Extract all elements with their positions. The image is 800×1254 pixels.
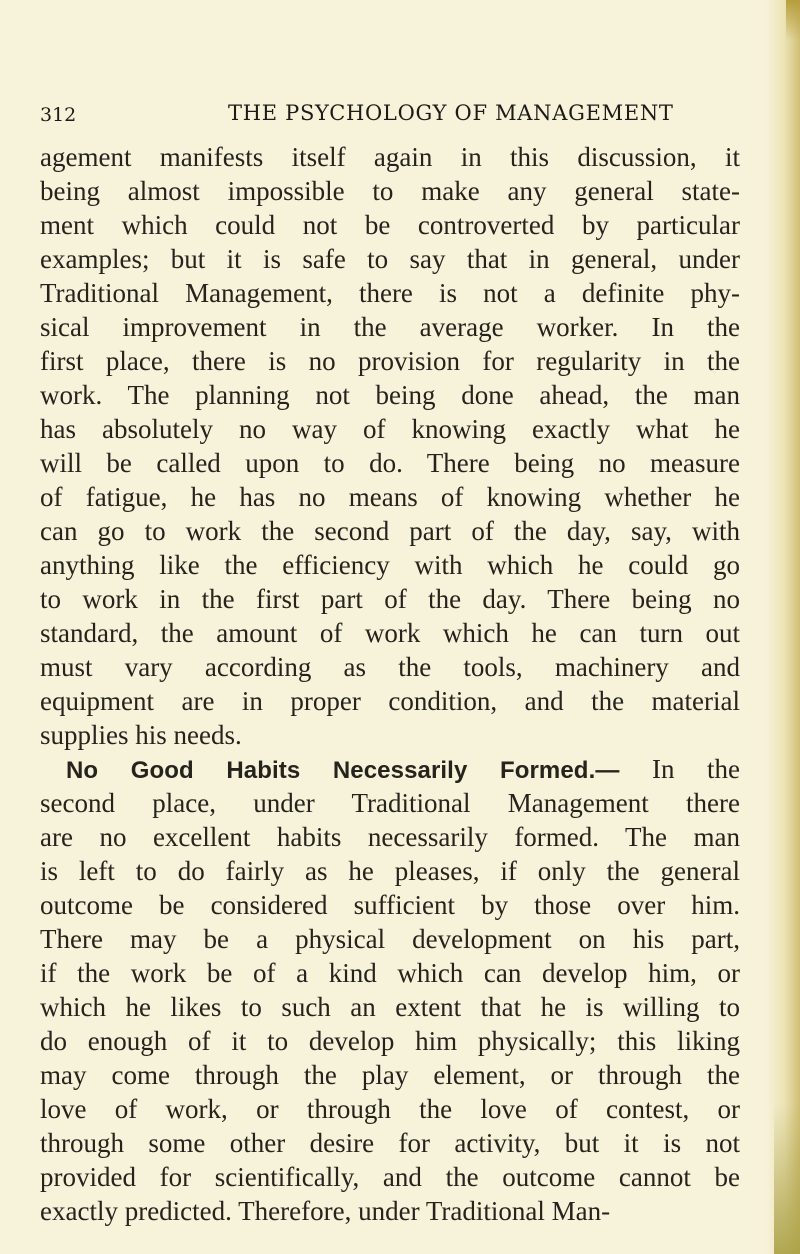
- page-number: 312: [40, 104, 77, 126]
- text-line: standard, the amount of work which he can turn out: [40, 618, 740, 648]
- text-line: must vary according as the tools, machinery and: [40, 652, 740, 682]
- text-line: anything like the efficiency with which he could go: [40, 550, 740, 580]
- text-line: ment which could not be controverted by particular: [40, 210, 740, 240]
- text-line: will be called upon to do. There being no measure: [40, 448, 740, 478]
- text-line: are no excellent habits necessarily formed. The man: [40, 822, 740, 852]
- text-line: Traditional Management, there is not a definite phy-: [40, 278, 740, 308]
- running-head: THE PSYCHOLOGY OF MANAGEMENT: [228, 101, 674, 125]
- aged-page-edge: [766, 0, 800, 1254]
- section-subheading: No Good Habits Necessarily Formed.—: [66, 757, 620, 784]
- text-line: which he likes to such an extent that he is willing to: [40, 992, 740, 1022]
- text-line: first place, there is no provision for regularity in the: [40, 346, 740, 376]
- text-line: love of work, or through the love of contest, or: [40, 1094, 740, 1124]
- text-line: provided for scientifically, and the outcome cannot be: [40, 1162, 740, 1192]
- page-stain-top: [786, 0, 800, 40]
- text-line: supplies his needs.: [40, 720, 242, 750]
- text-line: is left to do fairly as he pleases, if only the general: [40, 856, 740, 886]
- text-line: There may be a physical development on his part,: [40, 924, 740, 954]
- text-line: work. The planning not being done ahead, the man: [40, 380, 740, 410]
- text-line: agement manifests itself again in this discussion, it: [40, 142, 740, 172]
- text-line: may come through the play element, or through the: [40, 1060, 740, 1090]
- text-line: being almost impossible to make any general state-: [40, 176, 740, 206]
- text-line: exactly predicted. Therefore, under Traditional Man-: [40, 1196, 611, 1226]
- text-line: through some other desire for activity, but it is not: [40, 1128, 740, 1158]
- text-line: if the work be of a kind which can develop him, or: [40, 958, 740, 988]
- text-line: can go to work the second part of the day, say, with: [40, 516, 740, 546]
- page-stain-bottom: [774, 1104, 800, 1254]
- text-line: of fatigue, he has no means of knowing whether he: [40, 482, 740, 512]
- text-line: sical improvement in the average worker. In the: [40, 312, 740, 342]
- text-line: second place, under Traditional Management there: [40, 788, 740, 818]
- page-header: [40, 101, 740, 135]
- subheading-line: [66, 754, 740, 784]
- text-line: outcome be considered sufficient by those over him.: [40, 890, 740, 920]
- text-line: equipment are in proper condition, and the material: [40, 686, 740, 716]
- subheading-continuation: In the: [619, 754, 740, 784]
- text-line: examples; but it is safe to say that in general, under: [40, 244, 740, 274]
- text-line: do enough of it to develop him physically; this liking: [40, 1026, 740, 1056]
- text-line: to work in the first part of the day. There being no: [40, 584, 740, 614]
- text-line: has absolutely no way of knowing exactly what he: [40, 414, 740, 444]
